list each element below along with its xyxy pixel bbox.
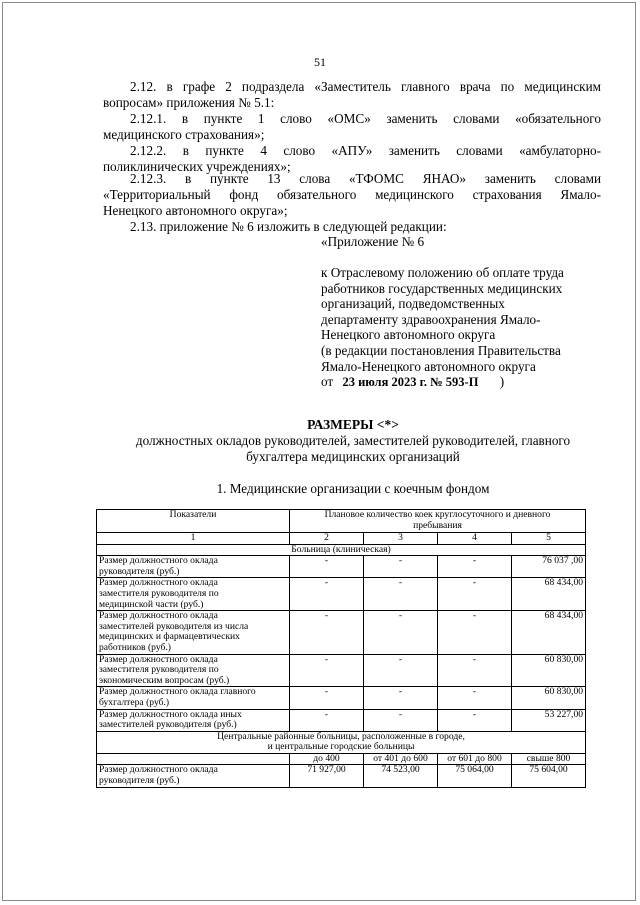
column-number-row <box>97 533 586 545</box>
cell: 75 604,00 <box>512 765 586 787</box>
cell: 71 927,00 <box>290 765 364 787</box>
cell: 68 434,00 <box>512 578 586 611</box>
table-row <box>97 654 586 687</box>
item-2-12-1 <box>103 111 601 143</box>
item-2-12-2-line2: поликлинических учреждениях»; <box>103 159 291 174</box>
appendix-line: организаций, подведомственных <box>321 296 505 312</box>
group-row <box>97 731 586 753</box>
row-label-line: бухгалтера (руб.) <box>99 696 170 708</box>
col-num: 5 <box>512 533 586 545</box>
table-row <box>97 578 586 611</box>
item-2-12-3-line3: Ненецкого автономного округа»; <box>103 203 288 218</box>
table-header-row <box>97 510 586 533</box>
cell: - <box>364 654 438 687</box>
row-label-line: руководителя (руб.) <box>99 565 180 577</box>
row-label-line: Размер должностного оклада <box>99 577 218 589</box>
table-row <box>97 709 586 731</box>
cell: - <box>438 578 512 611</box>
row-label-line: заместителей руководителя (руб.) <box>99 719 237 731</box>
appendix-line: к Отраслевому положению об оплате труда <box>321 265 564 280</box>
cell: - <box>438 709 512 731</box>
cell: - <box>290 709 364 731</box>
col-num: 4 <box>438 533 512 545</box>
salary-table <box>96 509 586 788</box>
cell: 53 227,00 <box>512 709 586 731</box>
range-row <box>97 753 586 765</box>
item-2-12-3 <box>103 171 601 219</box>
cell: - <box>438 611 512 654</box>
appendix-date-suffix: ) <box>499 374 505 390</box>
cell: - <box>290 611 364 654</box>
section-title: 1. Медицинские организации с коечным фондом <box>216 481 490 496</box>
row-label-line: Размер должностного оклада <box>99 653 218 665</box>
row-label <box>97 687 290 709</box>
appendix-date-prefix: от <box>321 374 334 390</box>
appendix-line: работников государственных медицинских <box>321 280 563 296</box>
col-num: 1 <box>97 533 290 545</box>
cell: - <box>438 556 512 578</box>
header-plan <box>290 510 586 533</box>
item-2-13-line: 2.13. приложение № 6 изложить в следующей редакции: <box>130 219 447 234</box>
cell: 76 037 ,00 <box>512 556 586 578</box>
row-label-line: заместителя руководителя по <box>99 664 219 676</box>
col-num: 2 <box>290 533 364 545</box>
cell: - <box>290 556 364 578</box>
page-number: 51 <box>314 55 326 69</box>
table-row <box>97 611 586 654</box>
appendix-line: (в редакции постановления Правительства <box>321 342 561 358</box>
document-subtitle-line1: должностных окладов руководителей, заместителей руководителей, главного <box>135 433 571 448</box>
group-title-line2: и центральные городские больницы <box>267 741 415 753</box>
cell: - <box>364 611 438 654</box>
row-label-line: Размер должностного оклада <box>99 764 218 776</box>
cell: 68 434,00 <box>512 611 586 654</box>
row-label-line: работников (руб.) <box>99 641 171 653</box>
row-label-line: Размер должностного оклада <box>99 610 218 622</box>
appendix-line: Ямало-Ненецкого автономного округа <box>321 358 536 374</box>
table-row <box>97 687 586 709</box>
range-cell: свыше 800 <box>512 753 586 765</box>
document-subtitle-line2: бухгалтера медицинских организаций <box>246 449 460 464</box>
item-2-12-line2: вопросам» приложения № 5.1: <box>103 95 275 110</box>
group-title <box>97 731 586 753</box>
row-label-line: экономическим вопросам (руб.) <box>99 674 230 686</box>
cell: 60 830,00 <box>512 654 586 687</box>
item-2-12-line1: 2.12. в графе 2 подраздела «Заместитель главного врача по медицинским <box>130 79 601 94</box>
appendix-line: департаменту здравоохранения Ямало- <box>321 311 541 327</box>
item-2-13 <box>103 219 601 235</box>
row-label-line: Размер должностного оклада иных <box>99 708 242 720</box>
row-label-line: заместителей руководителя из числа <box>99 620 249 632</box>
document-title: РАЗМЕРЫ <*> <box>307 417 399 432</box>
row-label <box>97 556 290 578</box>
cell: 75 064,00 <box>438 765 512 787</box>
row-label-line: Размер должностного оклада <box>99 555 218 567</box>
cell: - <box>364 556 438 578</box>
item-2-12-3-line1: 2.12.3. в пункте 13 слова «ТФОМС ЯНАО» заменить словами <box>130 171 601 186</box>
row-label <box>97 611 290 654</box>
item-2-12-1-line2: медицинского страхования»; <box>103 127 265 142</box>
group-title-line1: Центральные районные больницы, расположенные в городе, <box>217 730 465 742</box>
range-cell: от 401 до 600 <box>364 753 438 765</box>
appendix-date: 23 июля 2023 г. № 593-П <box>342 375 479 390</box>
cell: - <box>438 654 512 687</box>
range-cell: до 400 <box>290 753 364 765</box>
row-label-line: заместителя руководителя по <box>99 587 219 599</box>
cell: - <box>290 578 364 611</box>
cell: - <box>364 578 438 611</box>
table-row <box>97 765 586 787</box>
cell: - <box>290 654 364 687</box>
col-num: 3 <box>364 533 438 545</box>
row-label <box>97 709 290 731</box>
row-label <box>97 578 290 611</box>
row-label-line: медицинской части (руб.) <box>99 598 204 610</box>
appendix-date-line <box>321 374 606 391</box>
appendix-title: «Приложение № 6 <box>321 234 425 249</box>
item-2-12-1-line1: 2.12.1. в пункте 1 слово «ОМС» заменить словами «обязательного <box>130 111 601 126</box>
cell: - <box>290 687 364 709</box>
table-row <box>97 556 586 578</box>
row-label-line: Размер должностного оклада главного <box>99 686 256 698</box>
header-plan-line2: пребывания <box>413 519 462 531</box>
row-label <box>97 765 290 787</box>
range-empty <box>97 753 290 765</box>
row-label-line: руководителя (руб.) <box>99 775 180 787</box>
cell: - <box>364 687 438 709</box>
header-plan-line1: Плановое количество коек круглосуточного и дневного <box>324 509 551 520</box>
group-title: Больница (клиническая) <box>97 544 586 556</box>
header-indicators: Показатели <box>97 510 290 533</box>
item-2-12-2-line1: 2.12.2. в пункте 4 слово «АПУ» заменить словами «амбулаторно- <box>130 143 601 158</box>
row-label-line: медицинских и фармацевтических <box>99 631 240 643</box>
item-2-12-3-line2: «Территориальный фонд обязательного медицинского страхования Ямало- <box>103 187 601 202</box>
item-2-12 <box>103 79 601 111</box>
appendix-line: Ненецкого автономного округа <box>321 327 496 343</box>
cell: - <box>364 709 438 731</box>
cell: 60 830,00 <box>512 687 586 709</box>
appendix-block <box>321 265 606 391</box>
row-label <box>97 654 290 687</box>
range-cell: от 601 до 800 <box>438 753 512 765</box>
cell: 74 523,00 <box>364 765 438 787</box>
group-row <box>97 544 586 556</box>
cell: - <box>438 687 512 709</box>
